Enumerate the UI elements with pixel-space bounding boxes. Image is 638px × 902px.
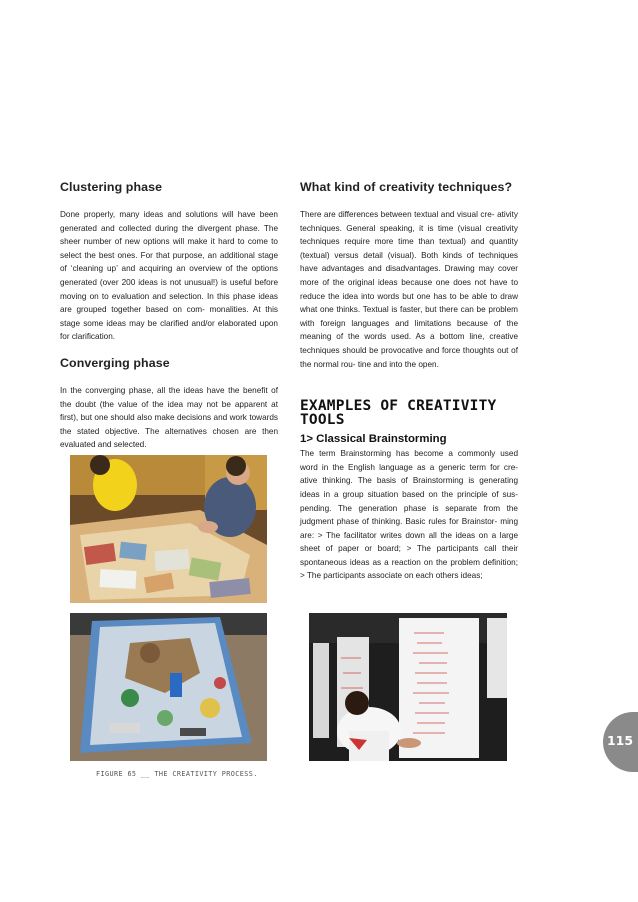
text-line: judgment phase of thinking. Basic rules for Brainstor- <box>300 517 498 527</box>
left-column <box>60 180 278 452</box>
tools-heading-line: TOOLS <box>300 412 345 429</box>
text-line: one has to be able to draw what one thinks. Textual is <box>300 291 519 315</box>
bullet-line: > The participants call their spontaneous ideas as a <box>300 544 518 567</box>
tools-heading-line: EXAMPLES OF CREATIVITY <box>300 398 497 415</box>
text-line: word in the English language as a generic term for cre- <box>300 462 518 472</box>
text-line: generated and collected during the divergent phase. The <box>60 223 278 233</box>
text-line: towards the stated objective. The alternatives chosen <box>60 413 278 436</box>
text-line: Drawing may cover more of the original ideas because <box>300 264 519 287</box>
text-line: the doubt (the value of the idea may not be apparent at <box>60 399 278 409</box>
text-line: The term Brainstorming has become a commonly used <box>300 449 518 459</box>
photo-collage-workshop-image <box>70 455 267 603</box>
text-line: first), but one should also make decisions and work <box>60 413 247 423</box>
text-line: of techniques have advantages and disadvantages. <box>300 250 518 274</box>
page-number: 115 <box>606 733 634 748</box>
techniques-paragraph <box>300 208 518 371</box>
converging-heading: Converging phase <box>60 355 170 370</box>
text-line: ativity techniques. General speaking, it is time (visual <box>300 210 518 233</box>
text-line: Done properly, many ideas and solutions will have been <box>60 210 278 219</box>
tools-heading <box>300 399 518 427</box>
text-line: ideas in a group situation based on the principle of sus- <box>300 489 518 499</box>
brainstorming-heading: 1> Classical Brainstorming <box>300 433 447 446</box>
brainstorming-paragraph <box>300 447 518 583</box>
right-column <box>300 180 518 583</box>
text-line: one does not have to reduce the idea into words but <box>300 277 518 301</box>
text-line: In the converging phase, all the ideas have the benefit of <box>60 385 278 395</box>
photo-brainstorm-wall-image <box>309 613 507 761</box>
text-line: ming are: <box>300 517 518 540</box>
photo-model-box <box>70 613 267 761</box>
bullet-line: > The facilitator writes down all the ideas on a large <box>317 530 519 540</box>
text-line: and limitations because of the meaning of the words <box>300 318 519 342</box>
text-line: pending. The generation phase is separate from the <box>300 503 518 513</box>
text-line: and quantity (textual) versus detail (visual). Both kinds <box>300 237 518 260</box>
text-line: faster, but there can be problem with foreign languages <box>300 305 518 328</box>
text-line: useful before moving on to evaluation and selection. In <box>60 277 278 301</box>
text-line: to select the best ones. For that purpose, an additional <box>60 237 278 260</box>
text-line: There are differences between textual and visual cre- <box>300 210 495 219</box>
text-line: are then evaluated and selected. <box>60 426 279 450</box>
clustering-heading: Clustering phase <box>60 180 163 194</box>
techniques-heading: What kind of creativity techniques? <box>300 180 513 194</box>
converging-paragraph <box>60 384 278 452</box>
text-line: ative thinking. The basis of Brainstorming is generating <box>300 476 518 486</box>
text-line: provocative and force thoughts out of the normal rou- <box>300 345 519 369</box>
text-line: this phase ideas are grouped together based on com- <box>60 291 278 315</box>
text-line: options generated (over 200 ideas is not unusual!) is <box>60 264 278 287</box>
text-line: and/or elaborated upon for clarification. <box>60 318 278 342</box>
photo-model-box-image <box>70 613 267 761</box>
text-line: used. As a bottom line, creative techniques should be <box>300 332 518 355</box>
photo-brainstorm-wall <box>309 613 507 761</box>
photo-collage-workshop <box>70 455 267 603</box>
figure-caption: FIGURE 65 __ THE CREATIVITY PROCESS. <box>96 770 258 778</box>
bullet-line: > The participants associate on each others ideas; <box>300 571 483 581</box>
clustering-paragraph <box>60 208 278 344</box>
text-line: tine and into the open. <box>357 359 439 369</box>
text-line: creativity techniques require more time than textual) <box>300 223 518 247</box>
bullet-line: sheet of paper or board; <box>300 544 401 554</box>
bullet-line: reaction on the problem definition; <box>391 557 518 567</box>
text-line: sheer number of new options will make it hard to come <box>60 237 268 247</box>
text-line: stage of ‘cleaning up’ and acquiring an overview of the <box>60 250 279 274</box>
text-line: monalities. At this stage some ideas may be clarified <box>60 305 278 328</box>
